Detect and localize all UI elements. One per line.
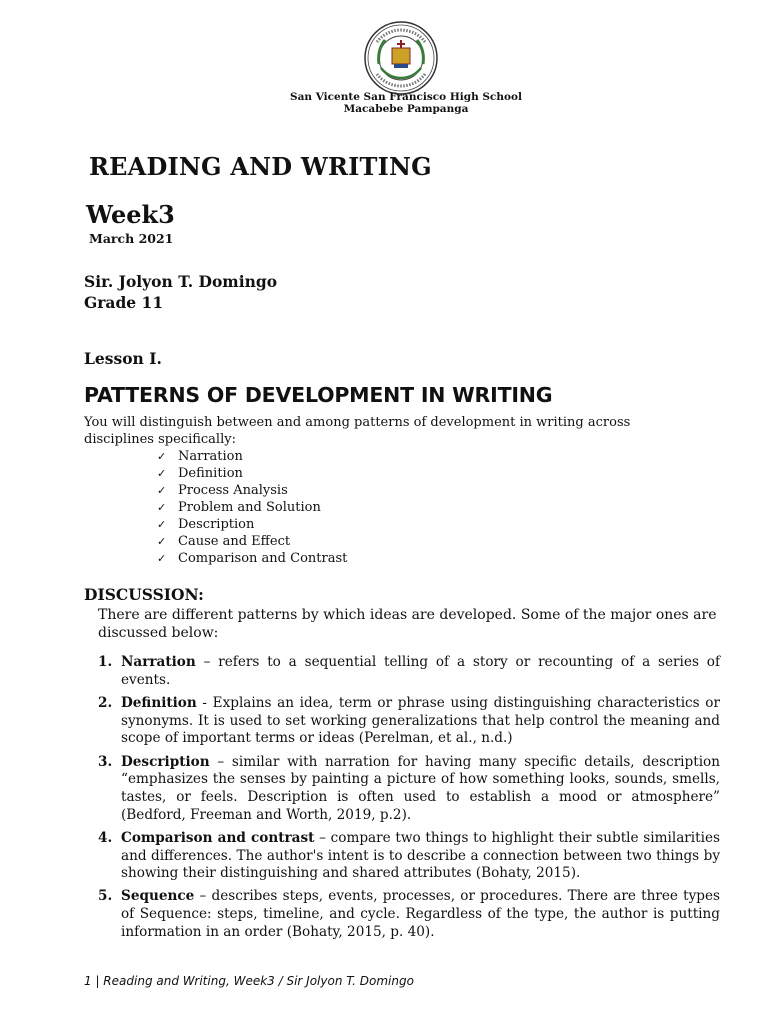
- school-location: Macabebe Pampanga: [343, 103, 469, 115]
- checkmark-icon: ✓: [157, 467, 167, 480]
- patterns-checklist: [157, 448, 347, 567]
- list-item: ✓ Description: [157, 517, 255, 532]
- item-number: 1.: [98, 654, 113, 670]
- list-item: [98, 754, 720, 825]
- item-number: 3.: [98, 753, 113, 770]
- discussion-intro: There are different patterns by which ideas are developed. Some of the major ones are discussed below:: [98, 607, 717, 641]
- item-term: Comparison and contrast: [121, 829, 315, 846]
- list-item: ✓ Narration: [157, 449, 243, 464]
- item-term: Description: [121, 753, 210, 770]
- item-term: Definition: [121, 694, 197, 711]
- list-item: ✓ Comparison and Contrast: [157, 551, 348, 566]
- teacher-name: Sir. Jolyon T. Domingo: [84, 272, 278, 291]
- lesson-label: Lesson I.: [84, 349, 162, 368]
- checkmark-icon: ✓: [157, 552, 167, 565]
- week-label: Week3: [86, 200, 175, 229]
- grade-label: Grade 11: [84, 293, 164, 312]
- checkmark-icon: ✓: [157, 535, 167, 548]
- list-item: ✓ Problem and Solution: [157, 500, 321, 515]
- item-number: 5.: [98, 888, 113, 905]
- list-item: ✓ Process Analysis: [157, 483, 288, 498]
- lesson-intro: You will distinguish between and among patterns of development in writing across disciplines specifically:: [84, 415, 631, 447]
- item-number: 2.: [98, 694, 113, 711]
- list-item: ✓ Definition: [157, 466, 243, 481]
- checkmark-icon: ✓: [157, 450, 167, 463]
- list-item: [98, 654, 720, 689]
- date-label: March 2021: [89, 231, 174, 246]
- item-term: Sequence: [121, 888, 195, 905]
- list-item: [98, 830, 720, 883]
- lesson-heading: PATTERNS OF DEVELOPMENT IN WRITING: [84, 383, 553, 407]
- item-text: – refers to a sequential telling of a story or recounting of a series of events.: [121, 654, 720, 688]
- item-text: – describes steps, events, processes, or procedures. There are three types of Sequence: steps, timeline, and cycle. Regardless of the type, the author is putting information in an order (Bohaty, 2015, p. 40).: [121, 888, 720, 940]
- school-name: San Vicente San Francisco High School: [290, 91, 522, 103]
- school-seal-logo: [363, 20, 439, 96]
- list-item: ✓ Cause and Effect: [157, 534, 291, 549]
- checkmark-icon: ✓: [157, 484, 167, 497]
- item-term: Narration: [121, 654, 196, 670]
- list-item: [98, 695, 720, 748]
- patterns-discussion-list: [98, 654, 720, 947]
- checkmark-icon: ✓: [157, 518, 167, 531]
- list-item: [98, 888, 720, 941]
- item-text: - Explains an idea, term or phrase using distinguishing characteristics or synonyms. It is used to set working generalizations that help control the meaning and scope of important terms or ideas (Perelman, et al., n.d.): [121, 694, 720, 747]
- checkmark-icon: ✓: [157, 501, 167, 514]
- discussion-heading: DISCUSSION:: [84, 585, 204, 604]
- document-title: READING AND WRITING: [89, 152, 432, 181]
- page-footer: 1 | Reading and Writing, Week3 / Sir Jolyon T. Domingo: [84, 974, 414, 988]
- item-number: 4.: [98, 829, 113, 846]
- item-text: – compare two things to highlight their subtle similarities and differences. The author's intent is to describe a connection between two things by showing their distinguishing and shared attributes (Bohaty, 2015).: [121, 829, 720, 882]
- item-text: – similar with narration for having many specific details, description “emphasizes the senses by painting a picture of how something looks, sounds, smells, tastes, or feels. Description is often used to establish a mood or atmosphere” (Bedford, Freeman and Worth, 2019, p.2).: [121, 753, 720, 823]
